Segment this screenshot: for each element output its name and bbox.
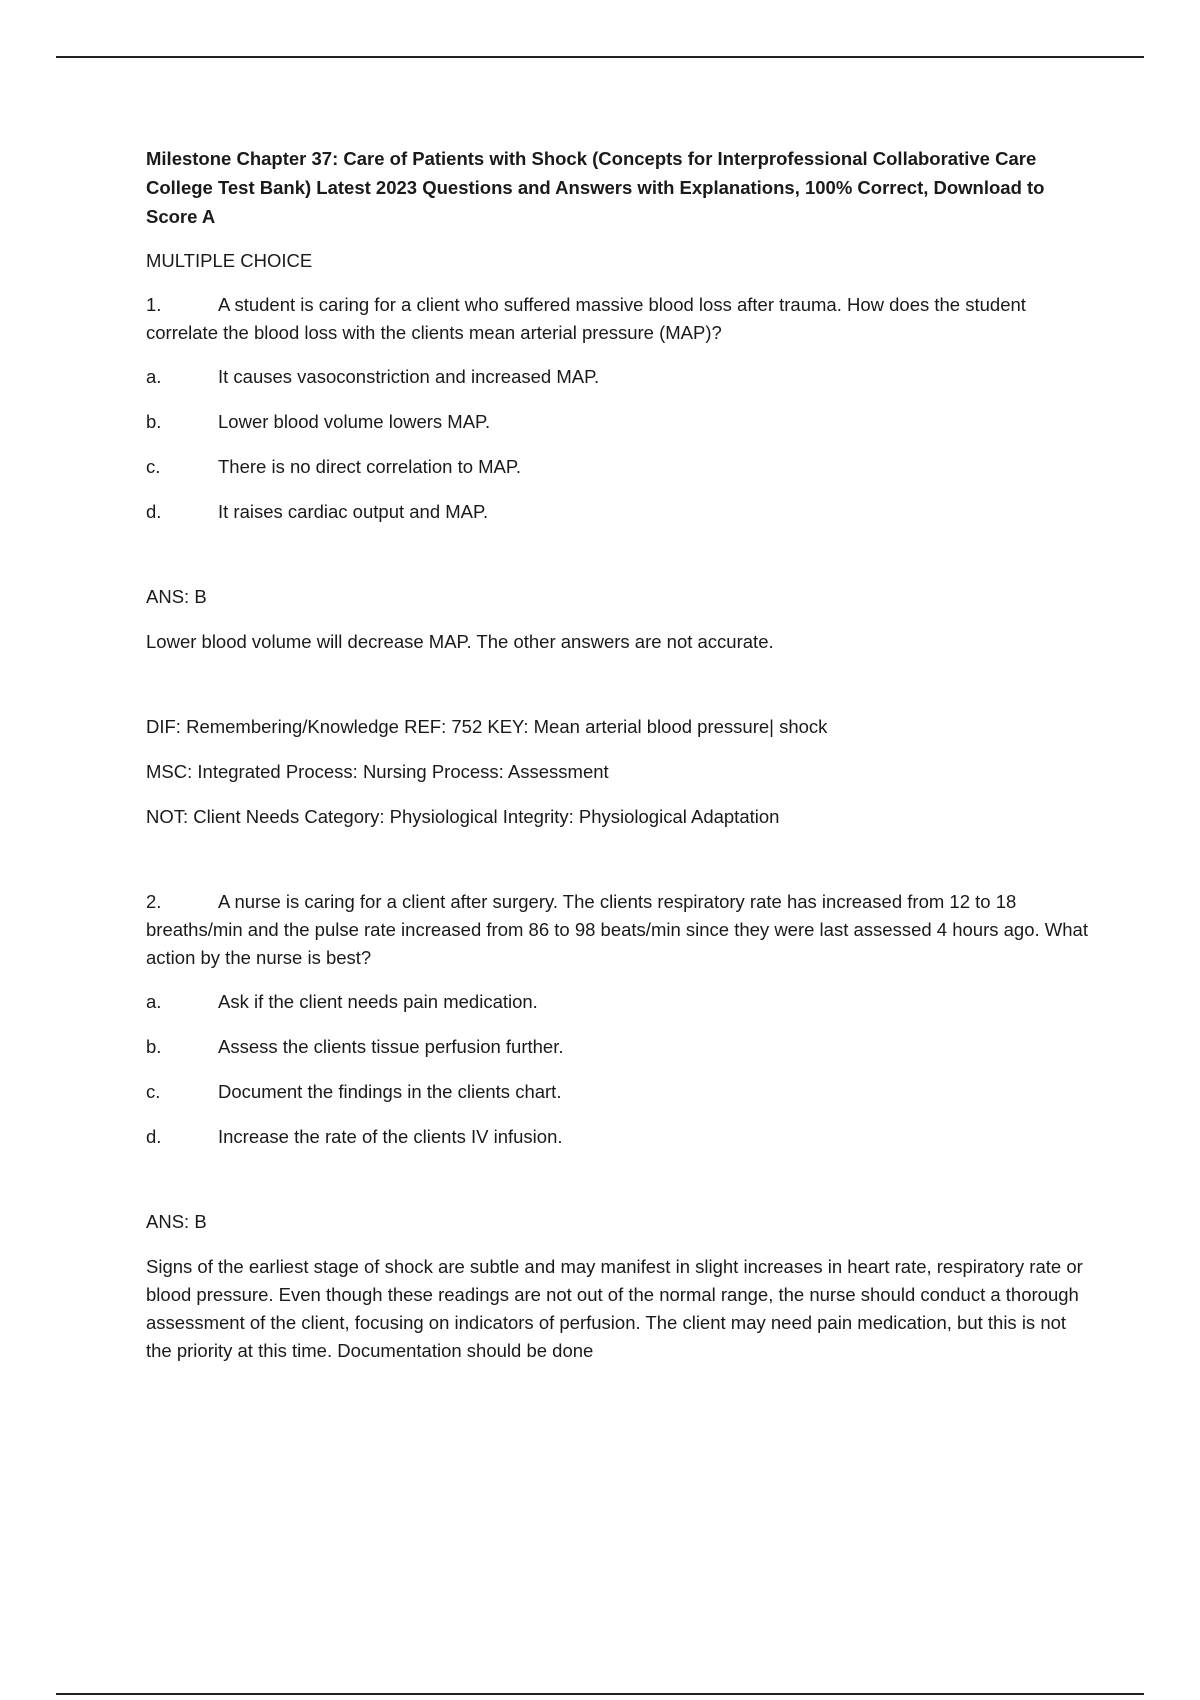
answer-option	[146, 1078, 1096, 1106]
answer-key: ANS: B	[146, 586, 207, 607]
document-title: Milestone Chapter 37: Care of Patients with Shock (Concepts for Interprofessional Collaborative Care College Test Bank) Latest 2023 Questions and Answers with Explanations, 100% Correct, Download to Score A	[146, 148, 1045, 227]
option-text: Document the findings in the clients chart.	[218, 1081, 562, 1102]
option-letter: d.	[146, 1126, 162, 1147]
rationale: Lower blood volume will decrease MAP. The other answers are not accurate.	[146, 631, 774, 652]
option-text: Lower blood volume lowers MAP.	[218, 411, 491, 432]
answer-option	[146, 1123, 1096, 1151]
question-number: 2.	[146, 891, 162, 912]
difficulty-meta: DIF: Remembering/Knowledge REF: 752 KEY: Mean arterial blood pressure| shock	[146, 716, 828, 737]
option-letter: b.	[146, 411, 162, 432]
question-number: 1.	[146, 294, 162, 315]
answer-option	[146, 988, 1096, 1016]
question-2	[146, 888, 1096, 972]
question-stem: A student is caring for a client who suffered massive blood loss after trauma. How does the student correlate the blood loss with the clients mean arterial pressure (MAP)?	[146, 294, 1026, 343]
bottom-rule	[56, 1693, 1144, 1695]
option-letter: d.	[146, 501, 162, 522]
answer-key: ANS: B	[146, 1211, 207, 1232]
question-1	[146, 291, 1096, 347]
option-text: Increase the rate of the clients IV infusion.	[218, 1126, 563, 1147]
top-rule	[56, 56, 1144, 58]
answer-option	[146, 408, 1096, 436]
answer-option	[146, 498, 1096, 526]
answer-option	[146, 453, 1096, 481]
option-text: It raises cardiac output and MAP.	[218, 501, 489, 522]
option-letter: a.	[146, 366, 162, 387]
option-letter: b.	[146, 1036, 162, 1057]
option-letter: c.	[146, 456, 161, 477]
rationale: Signs of the earliest stage of shock are subtle and may manifest in slight increases in heart rate, respiratory rate or blood pressure. Even though these readings are not out of the normal range, the nurse should conduct a thorough assessment of the client, focusing on indicators of perfusion. The client may need pain medication, but this is not the priority at this time. Documentation should be done	[146, 1256, 1083, 1361]
option-text: Assess the clients tissue perfusion further.	[218, 1036, 564, 1057]
msc-meta: MSC: Integrated Process: Nursing Process: Assessment	[146, 761, 609, 782]
option-text: It causes vasoconstriction and increased MAP.	[218, 366, 600, 387]
answer-option	[146, 363, 1096, 391]
option-text: Ask if the client needs pain medication.	[218, 991, 538, 1012]
section-heading: MULTIPLE CHOICE	[146, 250, 313, 271]
option-text: There is no direct correlation to MAP.	[218, 456, 521, 477]
option-letter: a.	[146, 991, 162, 1012]
question-stem: A nurse is caring for a client after surgery. The clients respiratory rate has increased from 12 to 18 breaths/min and the pulse rate increased from 86 to 98 beats/min since they were last assessed 4 hours ago. What action by the nurse is best?	[146, 891, 1088, 968]
option-letter: c.	[146, 1081, 161, 1102]
document-body	[146, 144, 1096, 1382]
answer-option	[146, 1033, 1096, 1061]
not-meta: NOT: Client Needs Category: Physiological Integrity: Physiological Adaptation	[146, 806, 780, 827]
